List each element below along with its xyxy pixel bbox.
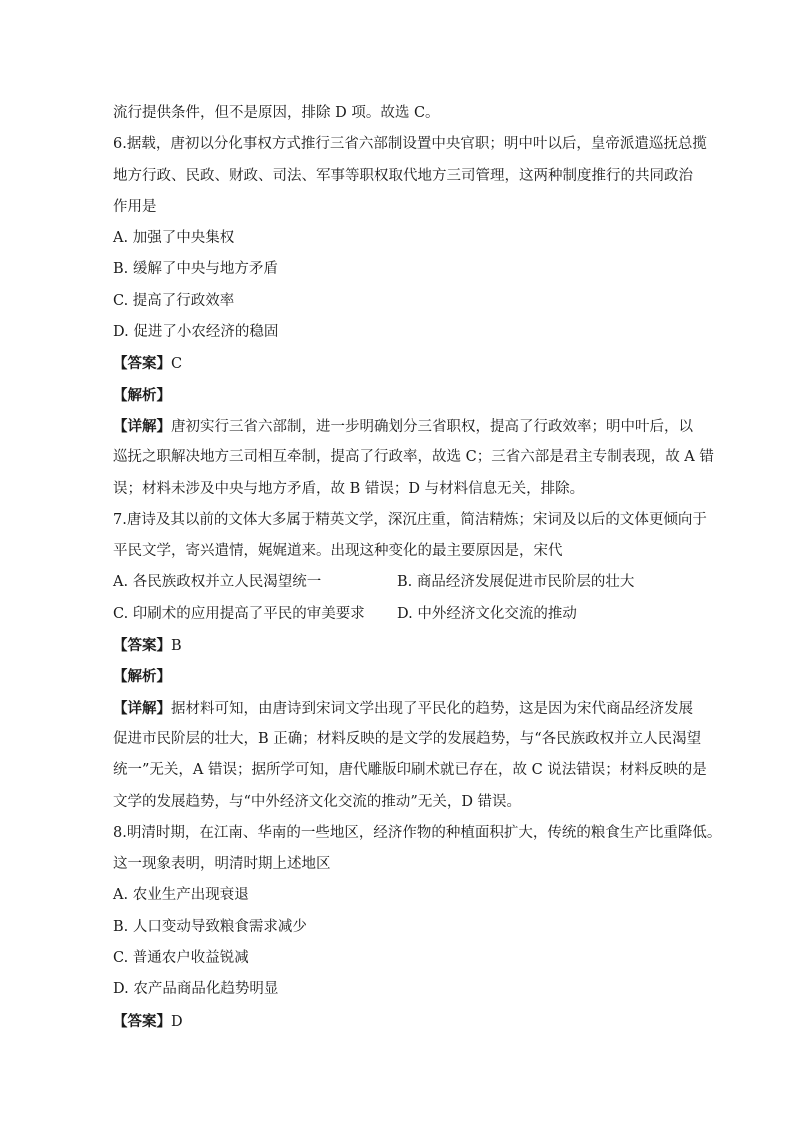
q6-detail-text: 唐初实行三省六部制，进一步明确划分三省职权，提高了行政效率；明中叶后，以	[171, 418, 693, 435]
q7-options-row	[113, 599, 681, 630]
q7-detail-text: 据材料可知，由唐诗到宋词文学出现了平民化的趋势，这是因为宋代商品经济发展	[171, 700, 693, 717]
q6-analysis-line	[113, 380, 681, 411]
q6-answer-value: C	[171, 356, 183, 373]
q7-option-d: D. 中外经济文化交流的推动	[397, 605, 577, 622]
q8-stem-line: 这一现象表明，明清时期上述地区	[113, 856, 331, 873]
q6-option-d: D. 促进了小农经济的稳固	[113, 324, 279, 341]
q8-option-a: A. 农业生产出现衰退	[113, 887, 249, 904]
q7-detail-line: 统一”无关，A 错误；据所学可知，唐代雕版印刷术就已存在，故 C 说法错误；材料反映的是	[113, 762, 707, 779]
q8-option-c: C. 普通农户收益锐减	[113, 950, 249, 967]
q8-answer-value: D	[171, 1013, 183, 1030]
q6-stem-line: 作用是	[113, 198, 157, 215]
detail-label: 【详解】	[113, 417, 171, 435]
q8-answer-line	[113, 1006, 681, 1037]
q6-stem-line: 地方行政、民政、财政、司法、军事等职权取代地方三司管理，这两种制度推行的共同政治	[113, 167, 693, 184]
q6-option-a: A. 加强了中央集权	[113, 230, 235, 247]
answer-label: 【答案】	[113, 1012, 171, 1030]
q6-detail-line: 巡抚之职解决地方三司相互牵制，提高了行政率，故选 C；三省六部是君主专制表现，故 A 错	[113, 449, 714, 466]
q7-answer-value: B	[171, 638, 182, 655]
q8-option-d: D. 农产品商品化趋势明显	[113, 981, 279, 998]
q7-option-b: B. 商品经济发展促进市民阶层的壮大	[397, 574, 635, 591]
q7-detail-line: 促进市民阶层的壮大，B 正确；材料反映的是文学的发展趋势，与“各民族政权并立人民渴望	[113, 730, 702, 747]
q8-option-b: B. 人口变动导致粮食需求减少	[113, 918, 307, 935]
q6-detail-line	[113, 411, 693, 442]
q7-analysis-line	[113, 661, 681, 692]
q6-option-b: B. 缓解了中央与地方矛盾	[113, 261, 278, 278]
q7-detail-line: 文学的发展趋势，与“中外经济文化交流的推动”无关，D 错误。	[113, 793, 522, 810]
q7-stem-line: 7.唐诗及其以前的文体大多属于精英文学，深沉庄重，简洁精炼；宋词及以后的文体更倾向于	[113, 511, 707, 528]
q8-stem-line: 8.明清时期，在江南、华南的一些地区，经济作物的种植面积扩大，传统的粮食生产比重降低。	[113, 824, 722, 841]
q5-tail-line: 流行提供条件，但不是原因，排除 D 项。故选 C。	[113, 105, 440, 121]
page-content	[113, 98, 722, 1037]
q6-option-c: C. 提高了行政效率	[113, 292, 235, 309]
answer-label: 【答案】	[113, 637, 171, 655]
q7-options-row	[113, 567, 681, 598]
q7-detail-line	[113, 693, 693, 724]
detail-label: 【详解】	[113, 699, 171, 717]
q6-answer-line	[113, 348, 681, 379]
analysis-label: 【解析】	[113, 386, 171, 404]
q7-answer-line	[113, 630, 681, 661]
q7-option-c: C. 印刷术的应用提高了平民的审美要求	[113, 605, 365, 622]
q6-stem-line: 6.据载，唐初以分化事权方式推行三省六部制设置中央官职；明中叶以后，皇帝派遣巡抚总揽	[113, 136, 707, 153]
q7-stem-line: 平民文学，寄兴遣情，娓娓道来。出现这种变化的最主要原因是，宋代	[113, 543, 563, 560]
analysis-label: 【解析】	[113, 668, 171, 686]
q7-option-a: A. 各民族政权并立人民渴望统一	[113, 574, 322, 591]
q6-detail-line: 误；材料未涉及中央与地方矛盾，故 B 错误；D 与材料信息无关，排除。	[113, 480, 585, 497]
answer-label: 【答案】	[113, 355, 171, 373]
